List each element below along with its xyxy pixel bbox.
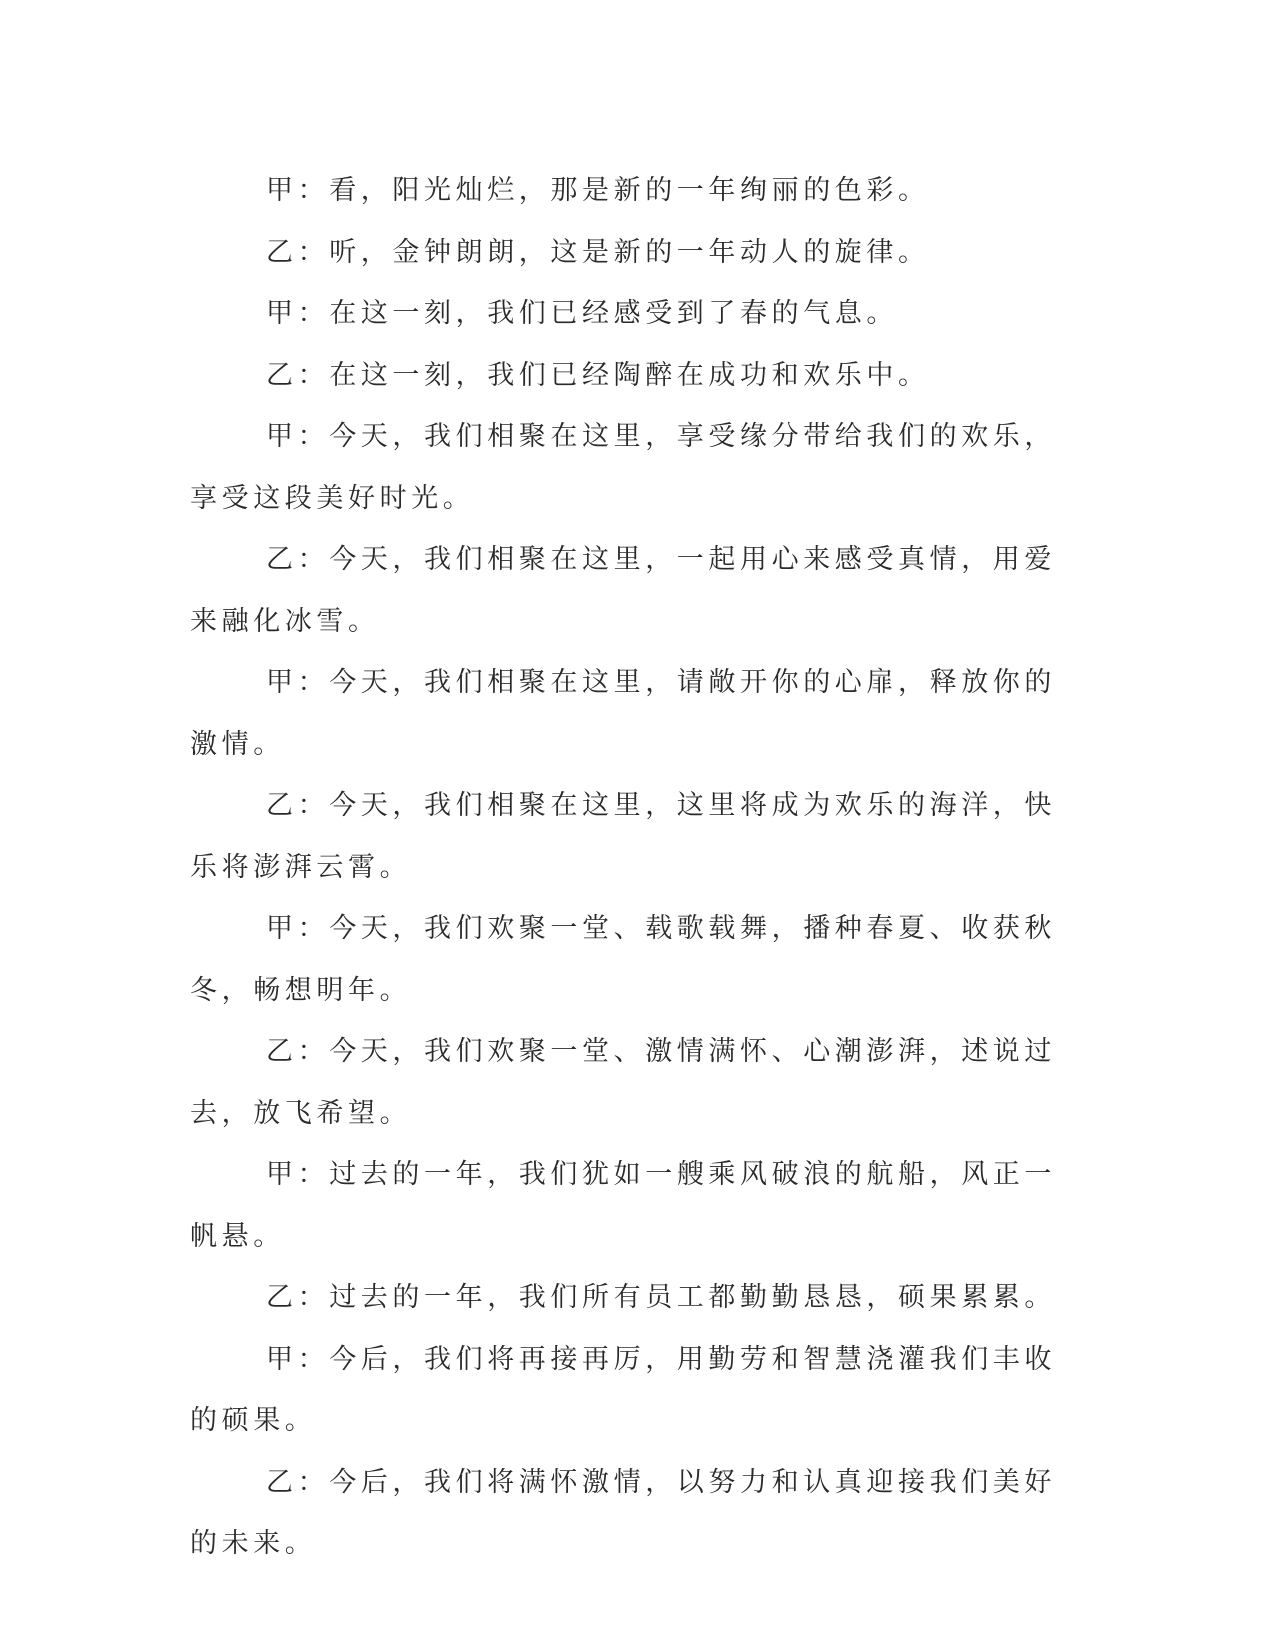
paragraph-13: 甲：今后，我们将再接再厉，用勤劳和智慧浇灌我们丰收的硕果。 xyxy=(190,1343,1056,1436)
paragraph-2: 乙：听，金钟朗朗，这是新的一年动人的旋律。 xyxy=(266,236,930,268)
paragraph-5: 甲：今天，我们相聚在这里，享受缘分带给我们的欢乐，享受这段美好时光。 xyxy=(190,421,1056,514)
paragraph-6: 乙：今天，我们相聚在这里，一起用心来感受真情，用爱来融化冰雪。 xyxy=(190,544,1056,637)
paragraph-7: 甲：今天，我们相聚在这里，请敞开你的心扉，释放你的激情。 xyxy=(190,667,1056,760)
paragraph-9: 甲：今天，我们欢聚一堂、载歌载舞，播种春夏、收获秋冬，畅想明年。 xyxy=(190,913,1056,1006)
paragraph-14: 乙：今后，我们将满怀激情，以努力和认真迎接我们美好的未来。 xyxy=(190,1466,1056,1559)
document-body xyxy=(190,160,1080,1575)
paragraph-10: 乙：今天，我们欢聚一堂、激情满怀、心潮澎湃，述说过去，放飞希望。 xyxy=(190,1036,1056,1129)
paragraph-1: 甲：看，阳光灿烂，那是新的一年绚丽的色彩。 xyxy=(266,175,930,206)
paragraph-12: 乙：过去的一年，我们所有员工都勤勤恳恳，硕果累累。 xyxy=(266,1282,1056,1313)
paragraph-4: 乙：在这一刻，我们已经陶醉在成功和欢乐中。 xyxy=(266,359,930,391)
paragraph-3: 甲：在这一刻，我们已经感受到了春的气息。 xyxy=(266,298,898,329)
paragraph-11: 甲：过去的一年，我们犹如一艘乘风破浪的航船，风正一帆悬。 xyxy=(190,1159,1056,1252)
paragraph-8: 乙：今天，我们相聚在这里，这里将成为欢乐的海洋，快乐将澎湃云霄。 xyxy=(190,790,1056,883)
